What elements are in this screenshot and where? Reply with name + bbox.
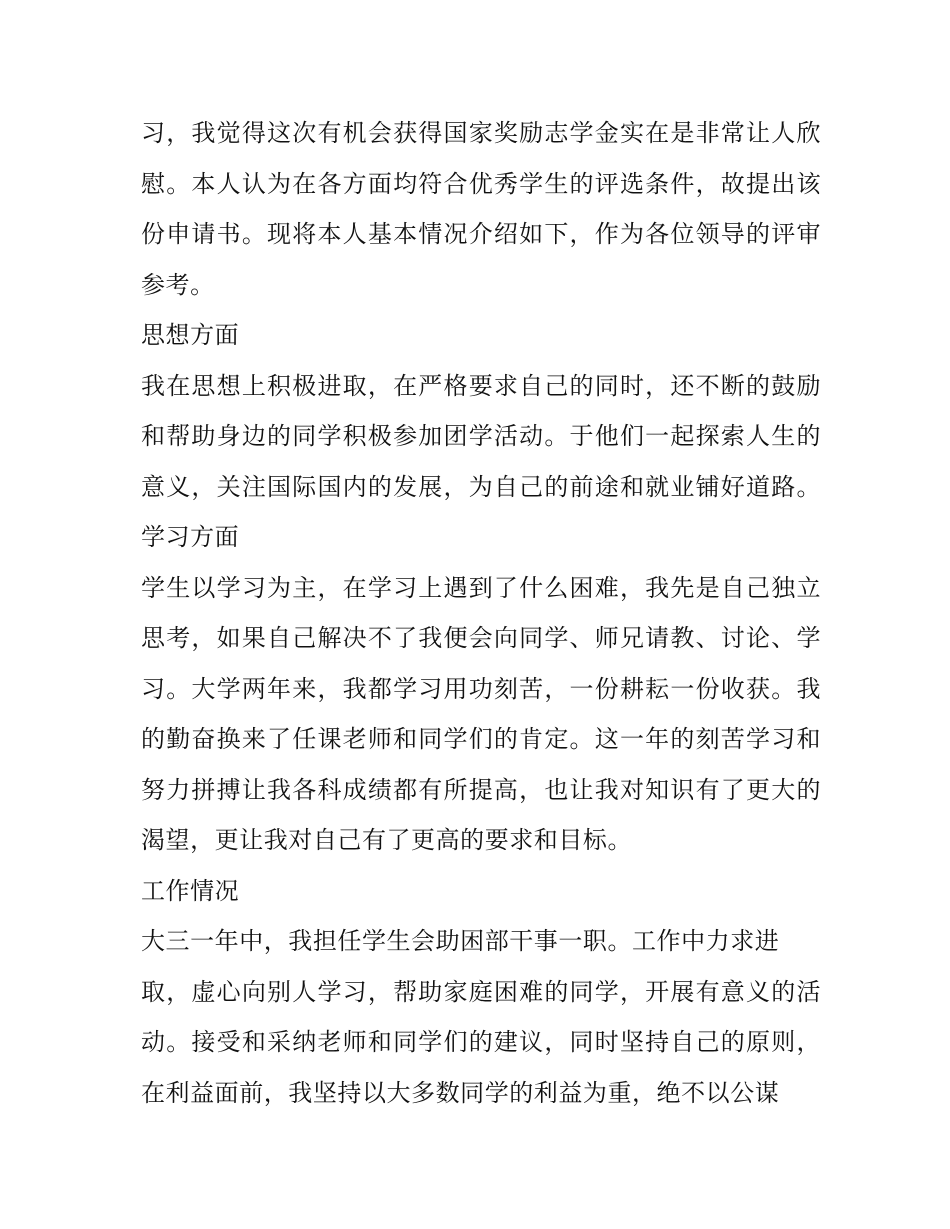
section-heading-study: 学习方面 [141, 523, 240, 551]
text-line: 份申请书。现将本人基本情况介绍如下，作为各位领导的评审 [141, 220, 821, 248]
text-line: 努力拼搏让我各科成绩都有所提高，也让我对知识有了更大的 [141, 775, 821, 804]
text-line: 学生以学习为主，在学习上遇到了什么困难，我先是自己独立 [141, 573, 821, 602]
text-line: 慰。本人认为在各方面均符合优秀学生的评选条件，故提出该 [141, 169, 821, 198]
text-line: 渴望，更让我对自己有了更高的要求和目标。 [141, 826, 632, 854]
text-line: 取，虚心向别人学习，帮助家庭困难的同学，开展有意义的活 [141, 977, 821, 1006]
text-line: 意义，关注国际国内的发展，为自己的前途和就业铺好道路。 [141, 472, 821, 501]
text-line: 在利益面前，我坚持以大多数同学的利益为重，绝不以公谋 [141, 1078, 780, 1107]
text-line: 动。接受和采纳老师和同学们的建议，同时坚持自己的原则， [141, 1028, 821, 1056]
text-line: 大三一年中，我担任学生会助困部干事一职。工作中力求进 [141, 927, 780, 955]
section-heading-work: 工作情况 [141, 876, 240, 905]
text-line: 参考。 [141, 270, 215, 299]
text-line: 思考，如果自己解决不了我便会向同学、师兄请教、讨论、学 [141, 624, 821, 652]
text-line: 习。大学两年来，我都学习用功刻苦，一份耕耘一份收获。我 [141, 674, 821, 703]
section-heading-thought: 思想方面 [141, 321, 240, 349]
text-line: 我在思想上积极进取，在严格要求自己的同时，还不断的鼓励 [141, 371, 821, 400]
text-line: 习，我觉得这次有机会获得国家奖励志学金实在是非常让人欣 [141, 119, 821, 147]
text-line: 和帮助身边的同学积极参加团学活动。于他们一起探索人生的 [141, 422, 821, 450]
text-line: 的勤奋换来了任课老师和同学们的肯定。这一年的刻苦学习和 [141, 725, 821, 753]
document-body [141, 108, 821, 1118]
